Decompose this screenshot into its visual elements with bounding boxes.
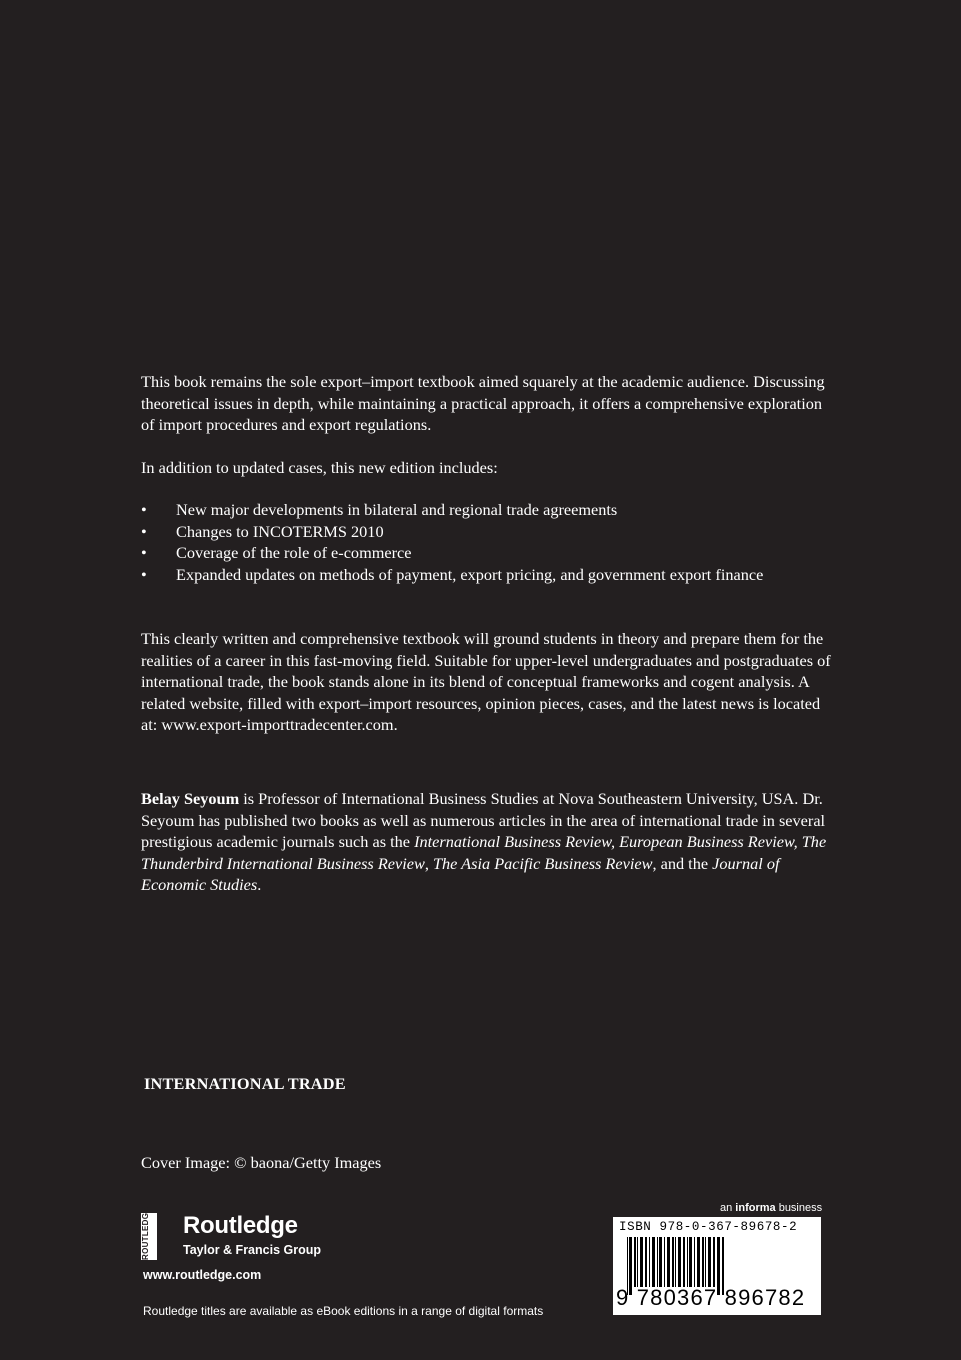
informa-tagline: an informa business (720, 1202, 823, 1214)
closing-paragraph: This clearly written and comprehensive textbook will ground students in theory and prepare them for the realities of a career in this fast-moving field. Suitable for upper-level undergraduates and postgraduates of international trade, the book stands alone in its blend of conceptual frameworks and cogent analysis. A related website, filled with export–import resources, opinion pieces, cases, and the latest news is located at: www.export-importtradecenter.com. (141, 629, 831, 735)
list-item: • Coverage of the role of e-commerce (141, 543, 412, 563)
feature-list (141, 499, 831, 585)
routledge-logo (141, 1207, 341, 1264)
bullet-icon: • (141, 500, 147, 519)
author-bio (141, 788, 831, 896)
publisher-name: Routledge (183, 1212, 298, 1239)
includes-paragraph: In addition to updated cases, this new edition includes: (141, 458, 498, 477)
intro-paragraph: This book remains the sole export–import textbook aimed squarely at the academic audience. Discussing theoretical issues in depth, while maintaining a practical approach, it offers a comprehensive exploration of import procedures and export regulations. (141, 372, 825, 435)
barcode-digits: 9 780367 896782 (616, 1285, 806, 1310)
publisher-website: www.routledge.com (143, 1268, 262, 1282)
blurb-intro (141, 371, 831, 436)
bullet-icon: • (141, 564, 147, 584)
cover-image-credit: Cover Image: © baona/Getty Images (141, 1153, 382, 1172)
ebook-note: Routledge titles are available as eBook editions in a range of digital formats (143, 1304, 544, 1318)
subject-category: INTERNATIONAL TRADE (144, 1074, 346, 1093)
bullet-icon: • (141, 521, 147, 541)
author-name: Belay Seyoum (141, 789, 240, 808)
logo-vertical-text: ROUTLEDGE (141, 1207, 150, 1260)
isbn-number: ISBN 978-0-367-89678-2 (619, 1220, 798, 1234)
journal-name: The Asia Pacific Business Review (432, 853, 653, 873)
journal-name: Journal of Economic Studies (141, 853, 780, 895)
isbn-barcode (613, 1217, 821, 1315)
blurb-closing (141, 628, 831, 736)
list-item: • Expanded updates on methods of payment, export pricing, and government export finance (141, 564, 764, 584)
list-item: • New major developments in bilateral and regional trade agreements (141, 500, 618, 519)
bullet-icon: • (141, 543, 147, 563)
journal-list: International Business Review, European Business Review, The Thunderbird International Business Review (141, 832, 827, 873)
publisher-group: Taylor & Francis Group (183, 1243, 321, 1257)
list-item: • Changes to INCOTERMS 2010 (141, 521, 384, 541)
bio-paragraph: Belay Seyoum is Professor of International Business Studies at Nova Southeastern University, USA. Dr. Seyoum has published two books as well as numerous articles in the area of international trade in several prestigious academic journals such as the International Business Review, European Business Review, The Thunderbird International Business Review, The Asia Pacific Business Review, and the Journal of Economic Studies. (141, 789, 827, 895)
includes-lead (141, 457, 831, 479)
